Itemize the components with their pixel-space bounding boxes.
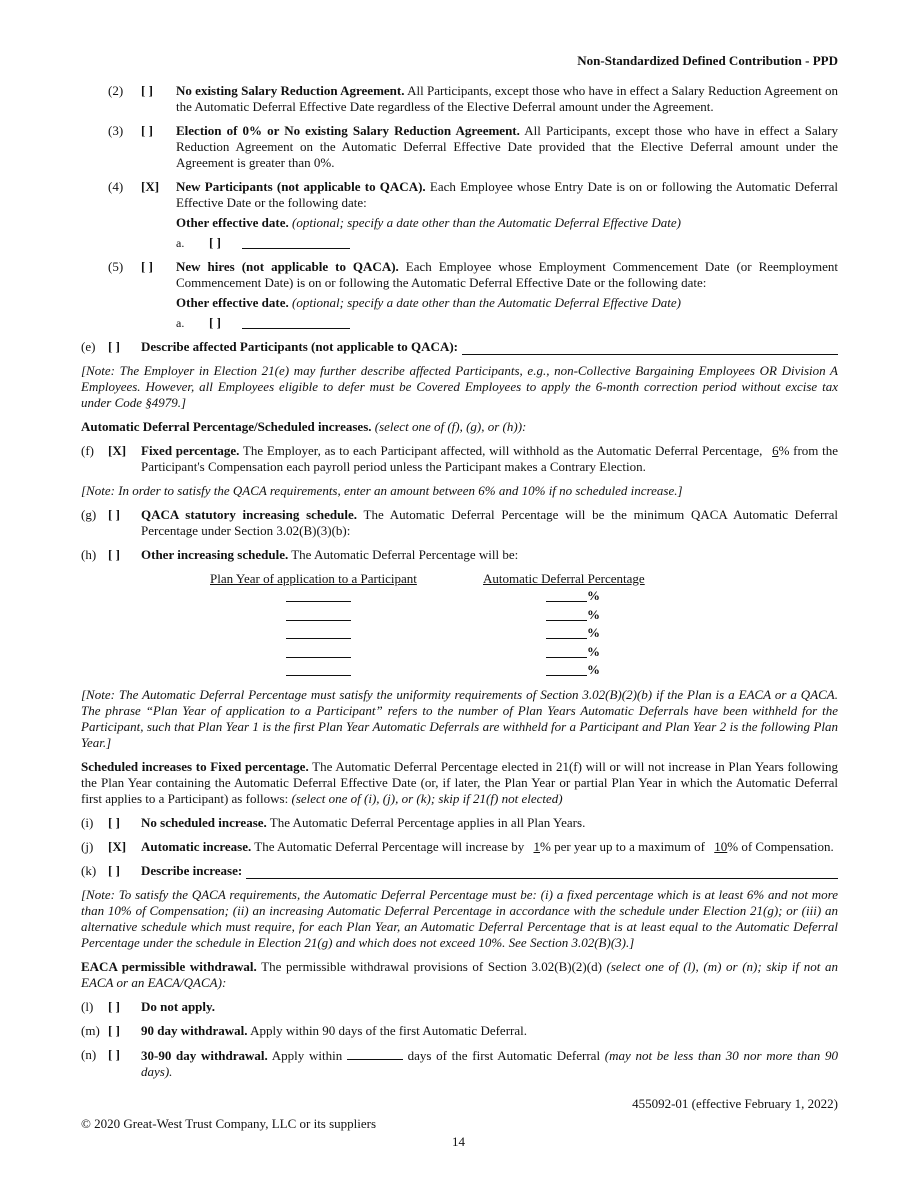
copyright: © 2020 Great-West Trust Company, LLC or its suppliers xyxy=(81,1116,377,1131)
option-title: Other increasing schedule. xyxy=(141,547,289,562)
option-text: Each Employee whose Entry Date is on or following the Automatic Deferral Effective Date or the following date: xyxy=(176,179,838,210)
percent-sign: % xyxy=(587,588,600,603)
note-h: [Note: The Automatic Deferral Percentage must satisfy the uniformity requirements of Section 3.02(B)(2)(b) if the Plan is a EACA or a QACA. The phrase “Plan Year of application to a Participant” refers to the number of Plan Years Automatic Deferrals have been withheld for the Participant, such that Plan Year 1 is the first Plan Year Automatic Deferrals are withheld for a Participant and Plan Year 2 is the following Plan Year.] xyxy=(81,687,838,750)
increase-per-year-value[interactable]: 1 xyxy=(533,839,540,854)
page-footer xyxy=(81,1096,838,1156)
percent-sign: % xyxy=(587,644,600,659)
option-5 xyxy=(81,259,838,311)
heading-instructions: (select one of (f), (g), or (h)): xyxy=(371,419,527,434)
checkbox[interactable]: [ ] xyxy=(209,235,221,250)
option-text: Apply within 90 days of the first Automatic Deferral. xyxy=(247,1023,527,1038)
sub-label: a. xyxy=(176,236,185,250)
percent-sign: % xyxy=(587,662,600,677)
option-number: (f) xyxy=(81,443,94,458)
option-k xyxy=(81,863,838,879)
option-text: Each Employee whose Employment Commencement Date (or Reemployment Commencement Date) is on or following the Automatic Deferral Effective Date or the following date: xyxy=(176,259,839,290)
checkbox-checked[interactable]: [X] xyxy=(108,839,127,854)
option-number: (e) xyxy=(81,339,96,354)
option-title: Describe increase: xyxy=(141,863,243,878)
checkbox[interactable]: [ ] xyxy=(141,259,153,274)
checkbox[interactable]: [ ] xyxy=(141,123,153,138)
option-4 xyxy=(81,179,838,231)
option-number: (j) xyxy=(81,839,94,854)
option-title: Fixed percentage. xyxy=(141,443,240,458)
option-text: Apply within xyxy=(267,1048,347,1063)
schedule-col-percentage: Automatic Deferral Percentage xyxy=(483,571,645,586)
option-number: (h) xyxy=(81,547,97,562)
heading-instructions: (select one of (i), (j), or (k); skip if 21(f) not elected) xyxy=(291,791,563,806)
checkbox-checked[interactable]: [X] xyxy=(141,179,160,194)
option-text: The Automatic Deferral Percentage will be: xyxy=(288,547,519,562)
option-title: No scheduled increase. xyxy=(141,815,267,830)
plan-year-input-3[interactable] xyxy=(286,637,351,639)
option-title: 90 day withdrawal. xyxy=(141,1023,248,1038)
percent-sign: % xyxy=(587,607,600,622)
option-number: (k) xyxy=(81,863,97,878)
option-h xyxy=(81,547,838,563)
document-id: 455092-01 (effective February 1, 2022) xyxy=(632,1096,838,1111)
sub-label: a. xyxy=(176,316,185,330)
checkbox[interactable]: [ ] xyxy=(108,815,120,830)
option-title: 30-90 day withdrawal. xyxy=(141,1048,268,1063)
note-f: [Note: In order to satisfy the QACA requirements, enter an amount between 6% and 10% if no scheduled increase.] xyxy=(81,483,683,498)
other-date-instructions: (optional; specify a date other than the Automatic Deferral Effective Date) xyxy=(288,295,681,310)
plan-year-input-2[interactable] xyxy=(286,619,351,621)
percentage-input-5[interactable] xyxy=(546,674,587,676)
document-header: Non-Standardized Defined Contribution - PPD xyxy=(577,53,838,68)
option-instructions: (may not be less than 30 nor more than 90 days). xyxy=(141,1048,839,1079)
option-number: (i) xyxy=(81,815,94,830)
option-text: The Automatic Deferral Percentage applies in all Plan Years. xyxy=(266,815,586,830)
checkbox[interactable]: [ ] xyxy=(108,339,120,354)
checkbox[interactable]: [ ] xyxy=(108,999,120,1014)
option-text: The Automatic Deferral Percentage will increase by xyxy=(251,839,528,854)
plan-year-input-4[interactable] xyxy=(286,656,351,658)
checkbox-checked[interactable]: [X] xyxy=(108,443,127,458)
option-title: QACA statutory increasing schedule. xyxy=(141,507,358,522)
checkbox[interactable]: [ ] xyxy=(108,1023,120,1038)
heading-text: Automatic Deferral Percentage/Scheduled increases. xyxy=(81,419,372,434)
checkbox[interactable]: [ ] xyxy=(108,1047,120,1062)
heading-body: The Automatic Deferral Percentage elected in 21(f) will or will not increase in Plan Years following the Plan Year containing the Automatic Deferral Effective Date (or, if later, the Plan Year or partial Plan Year in which the Automatic Deferral first applies to a Participant) as follows: xyxy=(81,759,838,806)
eaca-heading xyxy=(81,959,838,991)
option-number: (5) xyxy=(108,259,124,274)
note-e: [Note: The Employer in Election 21(e) may further describe affected Participants, e.g., non-Collective Bargaining Employees OR Division A Employees. However, all Employees eligible to defer must be Covered Employees to apply the 6-month correction period without excise tax under Code §4979.] xyxy=(81,363,838,410)
option-number: (2) xyxy=(108,83,124,98)
option-text: All Participants, except those who have in effect a Salary Reduction Agreement on the Automatic Deferral Effective Date provided that the Elective Deferral amount under the Agreement is greater than 0%. xyxy=(176,123,839,170)
checkbox[interactable]: [ ] xyxy=(108,863,120,878)
option-5a xyxy=(176,315,838,333)
other-date-instructions: (optional; specify a date other than the Automatic Deferral Effective Date) xyxy=(288,215,681,230)
describe-increase-input-line[interactable] xyxy=(246,866,838,879)
option-number: (m) xyxy=(81,1023,100,1038)
checkbox[interactable]: [ ] xyxy=(108,507,120,522)
date-input-line[interactable] xyxy=(242,328,350,329)
option-title: Do not apply. xyxy=(141,999,216,1014)
option-text: All Participants, except those who have in effect a Salary Reduction Agreement on the Automatic Deferral Effective Date regardless of the Elective Deferral amount under the Agreement. xyxy=(176,83,839,114)
other-date-label: Other effective date. xyxy=(176,215,289,230)
option-g xyxy=(81,507,838,539)
option-n xyxy=(81,1047,838,1080)
option-title: Describe affected Participants (not applicable to QACA): xyxy=(141,339,458,354)
percent-sign: % xyxy=(587,625,600,640)
percentage-input-3[interactable] xyxy=(546,637,587,639)
heading-instructions: (select one of (l), (m) or (n); skip if not an EACA or an EACA/QACA): xyxy=(81,959,838,990)
option-title: New hires (not applicable to QACA). xyxy=(176,259,399,274)
checkbox[interactable]: [ ] xyxy=(141,83,153,98)
checkbox[interactable]: [ ] xyxy=(108,547,120,562)
option-text-cont: % per year up to a maximum of xyxy=(540,839,709,854)
option-title: Election of 0% or No existing Salary Reduction Agreement. xyxy=(176,123,520,138)
page-number: 14 xyxy=(452,1134,465,1149)
option-text: The Automatic Deferral Percentage will be the minimum QACA Automatic Deferral Percentage under Section 3.02(B)(3)(b): xyxy=(141,507,838,538)
option-text-cont: % from the Participant's Compensation each payroll period unless the Participant makes a Contrary Election. xyxy=(141,443,838,474)
percentage-input-4[interactable] xyxy=(546,656,587,658)
option-title: No existing Salary Reduction Agreement. xyxy=(176,83,405,98)
option-2 xyxy=(81,83,838,115)
schedule-table xyxy=(81,571,838,681)
option-f xyxy=(81,443,838,475)
option-number: (l) xyxy=(81,999,94,1014)
heading-text: Scheduled increases to Fixed percentage. xyxy=(81,759,309,774)
checkbox[interactable]: [ ] xyxy=(209,315,221,330)
plan-year-input-5[interactable] xyxy=(286,674,351,676)
option-number: (3) xyxy=(108,123,124,138)
other-date-label: Other effective date. xyxy=(176,295,289,310)
option-3 xyxy=(81,123,838,171)
section-heading-adp xyxy=(81,419,838,435)
option-title: New Participants (not applicable to QACA). xyxy=(176,179,426,194)
describe-participants-input-line[interactable] xyxy=(462,342,838,355)
scheduled-increases-heading xyxy=(81,759,838,807)
percentage-input-1[interactable] xyxy=(546,600,587,602)
note-k: [Note: To satisfy the QACA requirements, the Automatic Deferral Percentage must be: (i) a fixed percentage which is at least 6% and not more than 10% of Compensation; (ii) an increasing Automatic Deferral Percentage in accordance with the schedule under Election 21(g); or (iii) an alternative schedule which must require, for each Plan Year, an Automatic Deferral Percentage that is at least equal to the Automatic Deferral Percentage under the schedule in Election 21(g) and which does not exceed 10%. See Section 3.02(B)(3).] xyxy=(81,887,838,950)
option-text: The Employer, as to each Participant affected, will withhold as the Automatic Deferral Percentage, xyxy=(239,443,767,458)
option-title: Automatic increase. xyxy=(141,839,252,854)
maximum-percentage-value[interactable]: 10 xyxy=(714,839,728,854)
option-e xyxy=(81,339,838,355)
heading-body: The permissible withdrawal provisions of Section 3.02(B)(2)(d) xyxy=(256,959,607,974)
plan-year-input-1[interactable] xyxy=(286,600,351,602)
fixed-percentage-value[interactable]: 6 xyxy=(772,443,779,458)
option-number: (4) xyxy=(108,179,124,194)
option-text-end: % of Compensation. xyxy=(727,839,834,854)
percentage-input-2[interactable] xyxy=(546,619,587,621)
option-m xyxy=(81,1023,838,1039)
option-number: (n) xyxy=(81,1047,97,1062)
option-number: (g) xyxy=(81,507,97,522)
option-l xyxy=(81,999,838,1015)
option-i xyxy=(81,815,838,831)
schedule-col-plan-year: Plan Year of application to a Participant xyxy=(210,571,417,586)
withdrawal-days-input-line[interactable] xyxy=(347,1047,403,1060)
date-input-line[interactable] xyxy=(242,248,350,249)
heading-text: EACA permissible withdrawal. xyxy=(81,959,257,974)
option-text-cont: days of the first Automatic Deferral xyxy=(402,1048,605,1063)
option-j xyxy=(81,839,838,855)
option-4a xyxy=(176,235,838,253)
